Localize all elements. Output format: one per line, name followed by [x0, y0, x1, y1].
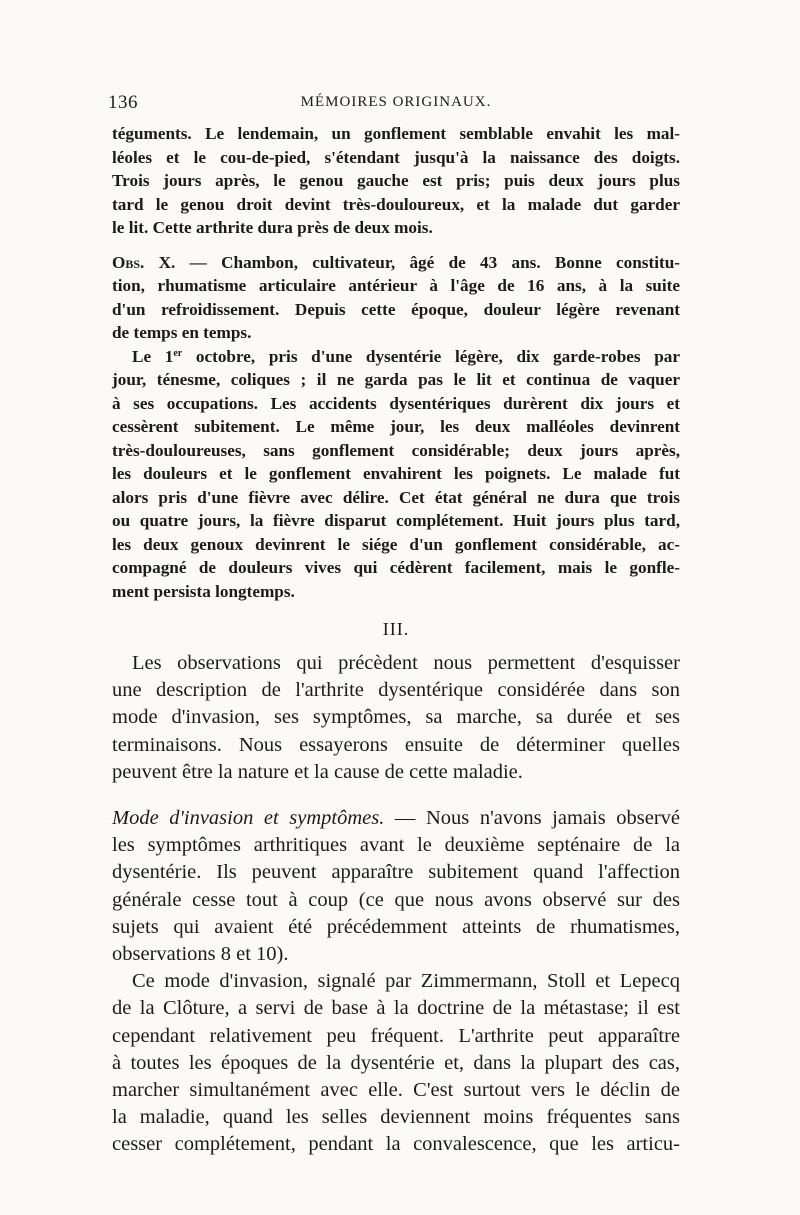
text-line: à ses occupations. Les accidents dysentériques durèrent dix jours et [112, 393, 680, 413]
text-line: Les observations qui précèdent nous permettent d'esquisser [132, 652, 680, 674]
observation-paragraph-2 [112, 345, 680, 604]
section-heading: III. [382, 619, 410, 639]
intro-paragraph [112, 650, 680, 786]
text-line: peuvent être la nature et la cause de cette maladie. [112, 760, 523, 783]
subsection-heading: Mode d'invasion et symptômes. [112, 807, 385, 830]
text-line: alors pris d'une fièvre avec délire. Cet état général ne dura que trois [112, 487, 680, 507]
text-line: les douleurs et le gonflement envahirent les poignets. Le malade fut [112, 464, 680, 483]
text-line: ou quatre jours, la fièvre disparut complétement. Huit jours plus tard, [112, 511, 680, 530]
text-line: cessèrent subitement. Le même jour, les deux malléoles devinrent [112, 417, 680, 436]
text-line: dysentérie. Ils peuvent apparaître subitement quand l'affection [112, 861, 680, 884]
text-line: téguments. Le lendemain, un gonflement semblable envahit les mal- [112, 124, 680, 143]
section-body [112, 650, 680, 1159]
subsection-line-text: — Nous n'avons jamais observé [384, 807, 680, 830]
text-line: compagné de douleurs vives qui cédèrent facilement, mais le gonfle- [112, 558, 680, 577]
observation-line-text: octobre, pris d'une dysentérie légère, dix garde-robes par [182, 346, 680, 366]
text-line: terminaisons. Nous essayerons ensuite de déterminer quelles [112, 733, 680, 756]
observation-line-text: — Chambon, cultivateur, âgé de 43 ans. Bonne constitu- [175, 252, 680, 272]
text-line: tion, rhumatisme articulaire antérieur à l'âge de 16 ans, à la suite [112, 276, 680, 295]
running-title: MÉMOIRES ORIGINAUX. [300, 94, 492, 110]
text-line: à toutes les époques de la dysentérie et, dans la plupart des cas, [112, 1051, 680, 1074]
text-line: tard le genou droit devint très-douloureux, et la malade dut garder [112, 194, 680, 214]
subsection-paragraph [112, 805, 680, 968]
text-line: jour, ténesme, coliques ; il ne garda pas le lit et continua de vaquer [112, 370, 680, 389]
text-line: cependant relativement peu fréquent. L'arthrite peut apparaître [112, 1024, 680, 1047]
text-line: les deux genoux devinrent le siége d'un gonflement considérable, ac- [112, 534, 680, 554]
text-line: de la Clôture, a servi de base à la doctrine de la métastase; il est [112, 997, 680, 1020]
continuation-paragraph [112, 122, 680, 240]
text-line: observations 8 et 10). [112, 943, 289, 966]
page-number: 136 [108, 92, 138, 113]
body-paragraph [112, 968, 680, 1158]
running-head [108, 92, 680, 122]
text-line: Ce mode d'invasion, signalé par Zimmermann, Stoll et Lepecq [132, 970, 680, 993]
book-page [108, 92, 680, 1159]
observation-text [112, 122, 680, 603]
text-line: ment persista longtemps. [112, 581, 295, 601]
observation-paragraph [112, 251, 680, 345]
text-line: une description de l'arthrite dysentérique considérée dans son [112, 679, 680, 702]
text-line: sujets qui avaient été précédemment atteints de rhumatismes, [112, 915, 680, 938]
text-line [112, 251, 680, 275]
text-line: le lit. Cette arthrite dura près de deux mois. [112, 218, 433, 237]
text-line: d'un refroidissement. Depuis cette époque, douleur légère revenant [112, 299, 680, 319]
text-line [112, 805, 680, 832]
text-line: Trois jours après, le genou gauche est pris; puis deux jours plus [112, 171, 680, 190]
text-line: marcher simultanément avec elle. C'est surtout vers le déclin de [112, 1079, 680, 1102]
text-line: très-douloureuses, sans gonflement considérable; deux jours après, [112, 440, 680, 460]
text-line: les symptômes arthritiques avant le deuxième septénaire de la [112, 834, 680, 857]
text-line: léoles et le cou-de-pied, s'étendant jusqu'à la naissance des doigts. [112, 147, 680, 167]
observation-label: Obs. X. [112, 252, 176, 272]
text-line: la maladie, quand les selles deviennent moins fréquentes sans [112, 1106, 680, 1129]
text-line: de temps en temps. [112, 323, 252, 342]
date-superscript: er [173, 347, 183, 359]
text-line [112, 345, 680, 369]
text-line: générale cesse tout à coup (ce que nous avons observé sur des [112, 888, 680, 911]
date-number: Le 1 [132, 346, 174, 366]
text-line: mode d'invasion, ses symptômes, sa marche, sa durée et ses [112, 706, 680, 729]
text-line: cesser complétement, pendant la convalescence, que les articu- [112, 1133, 680, 1156]
